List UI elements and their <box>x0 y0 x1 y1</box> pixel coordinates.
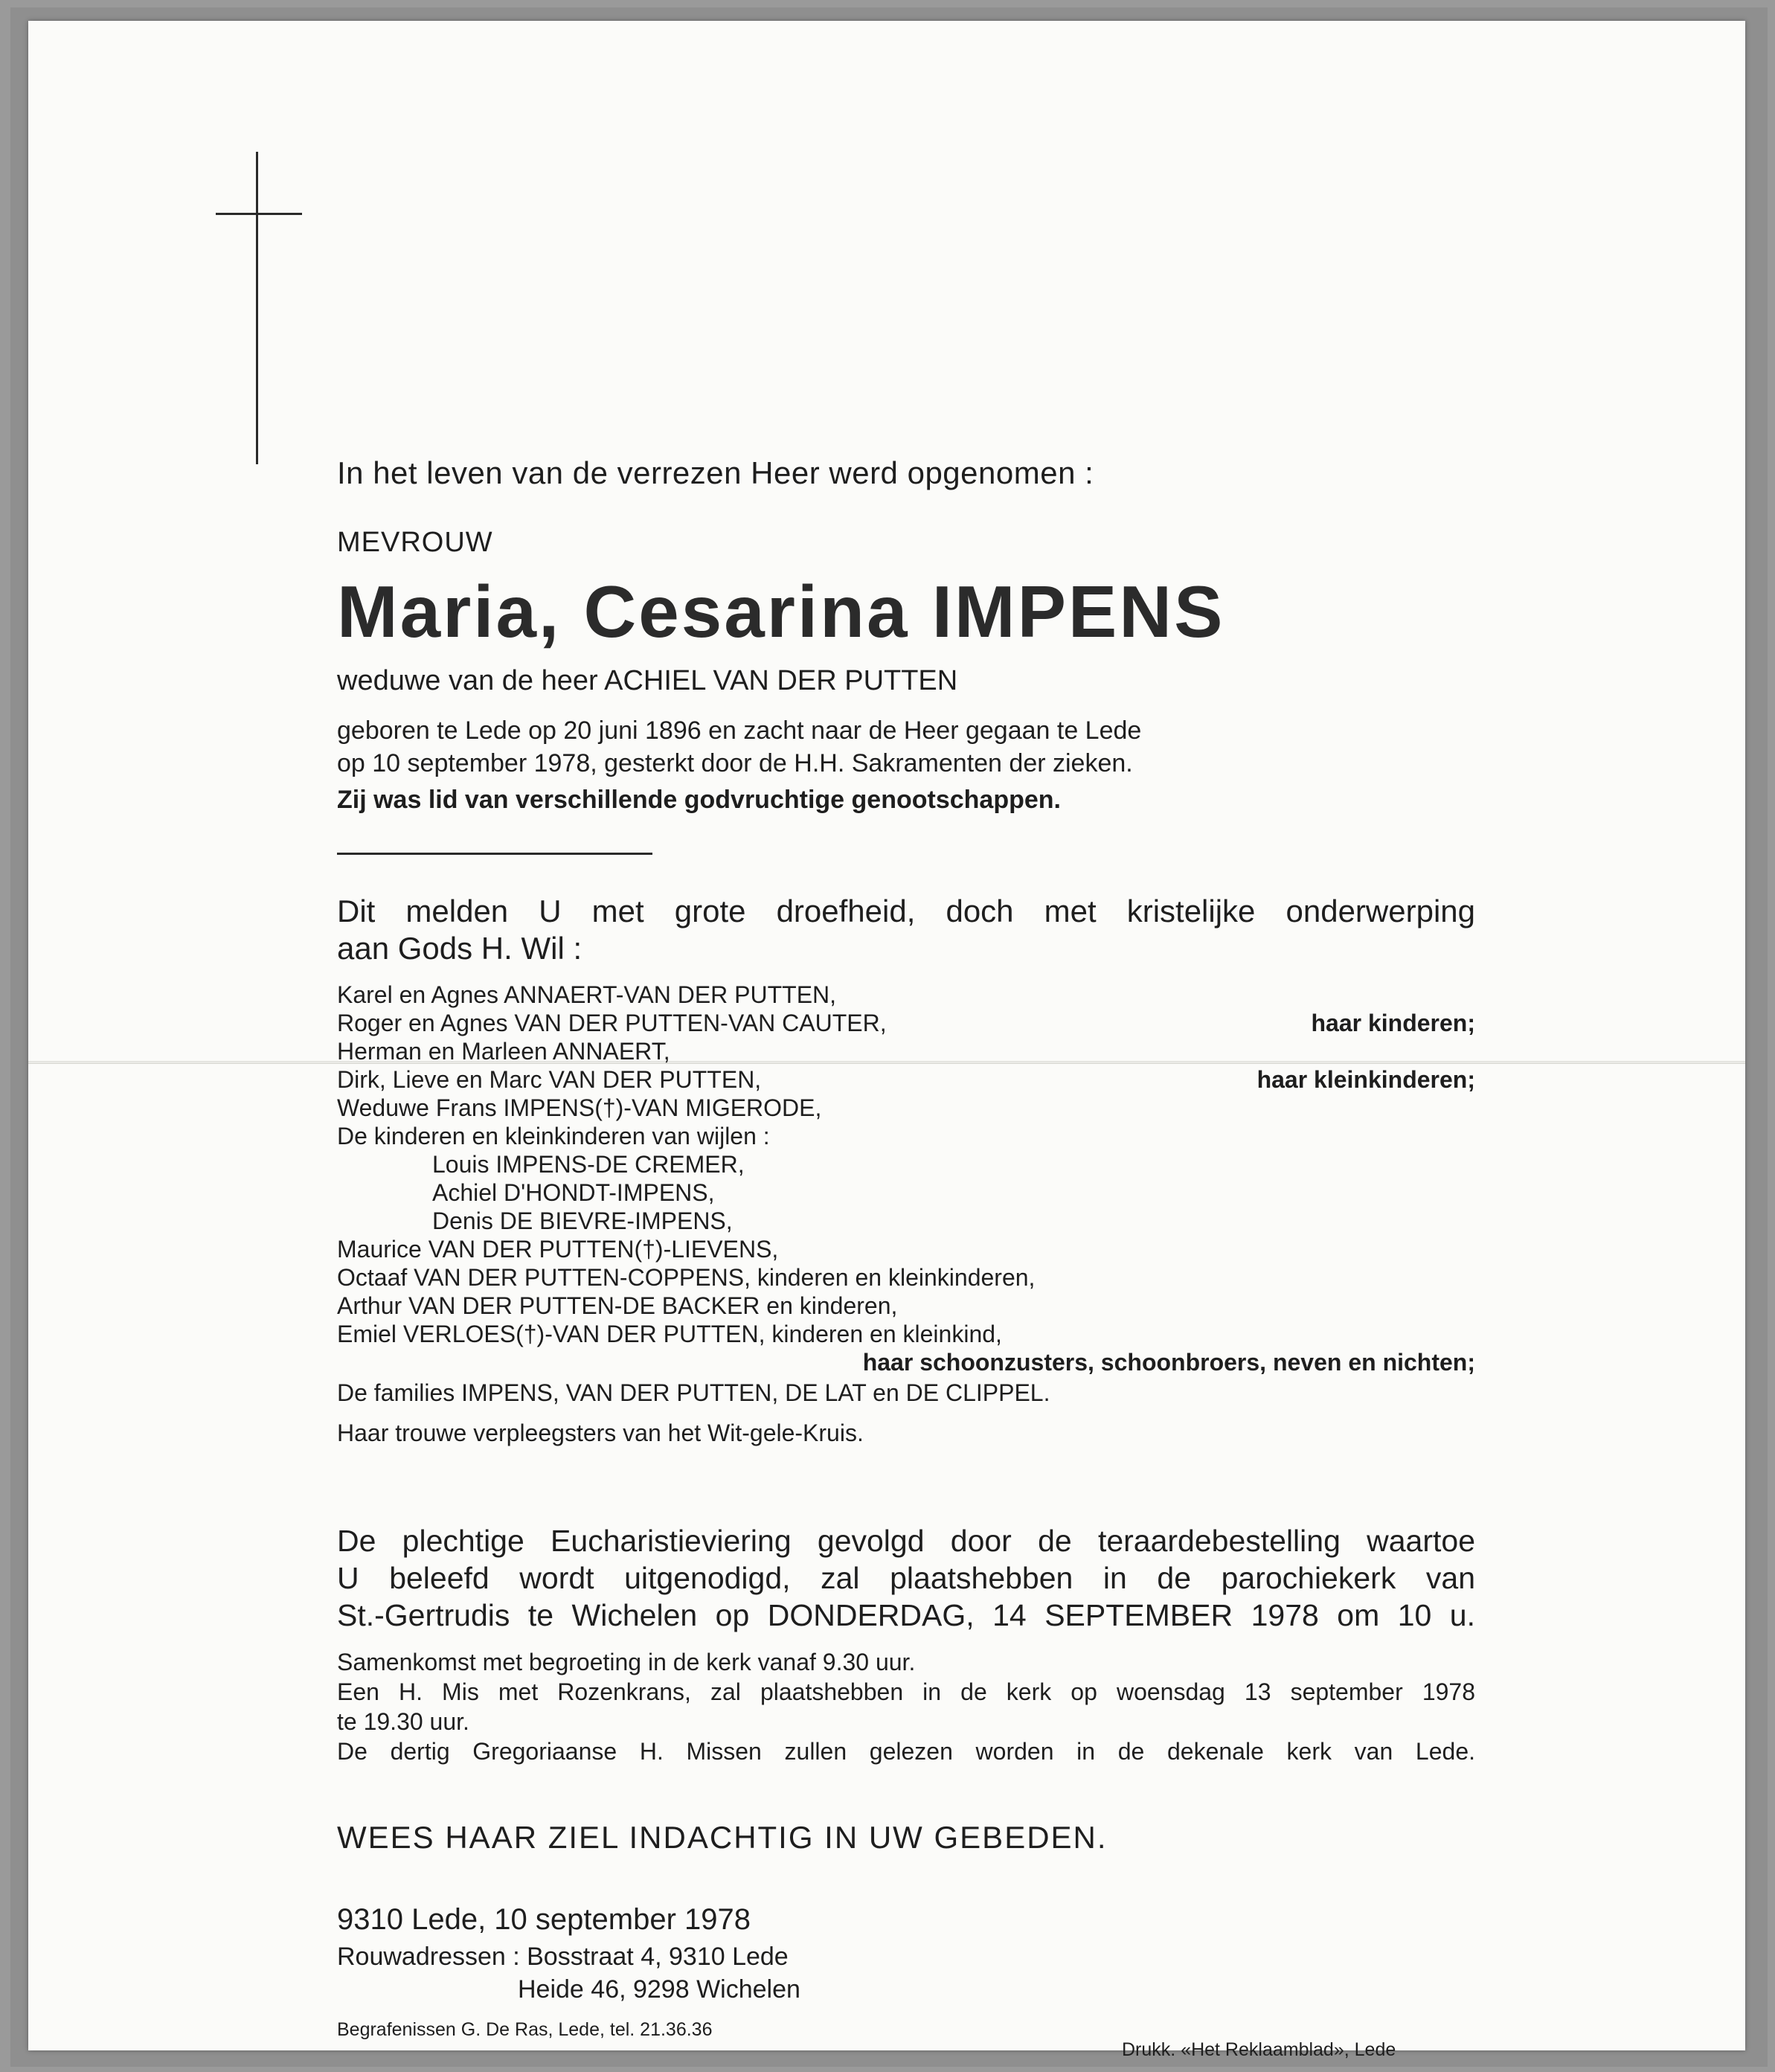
family-row <box>337 1348 1475 1376</box>
family-row <box>337 1122 1475 1150</box>
birth-death-details <box>337 714 1230 780</box>
gregorian-note: De dertig Gregoriaanse H. Missen zullen gelezen worden in de dekenale kerk van Lede. <box>337 1738 1475 1765</box>
membership-line: Zij was lid van verschillende godvruchtige genootschappen. <box>337 786 1061 814</box>
announcement-line: aan Gods H. Wil : <box>337 931 582 966</box>
deceased-name: Maria, Cesarina IMPENS <box>337 571 1225 652</box>
divider-rule <box>337 853 652 855</box>
family-row <box>337 1292 1475 1320</box>
family-name: Herman en Marleen ANNAERT, <box>337 1038 670 1065</box>
family-name: Dirk, Lieve en Marc VAN DER PUTTEN, <box>337 1066 762 1093</box>
family-name: Karel en Agnes ANNAERT-VAN DER PUTTEN, <box>337 981 837 1008</box>
announcement-line: Dit melden U met grote droefheid, doch met kristelijke onderwerping <box>337 894 1475 928</box>
intro-line: In het leven van de verrezen Heer werd opgenomen : <box>337 455 1094 490</box>
cross-icon <box>256 152 258 464</box>
birth-line: geboren te Lede op 20 juni 1896 en zacht naar de Heer gegaan te Lede <box>337 716 1142 745</box>
family-name: Arthur VAN DER PUTTEN-DE BACKER en kinderen, <box>337 1292 898 1319</box>
family-row <box>337 981 1475 1009</box>
family-name: Roger en Agnes VAN DER PUTTEN-VAN CAUTER, <box>337 1010 887 1036</box>
address-line: Heide 46, 9298 Wichelen <box>518 1975 800 2004</box>
mass-line: De plechtige Eucharistieviering gevolgd door de teraardebestelling waartoe <box>337 1524 1475 1558</box>
undertaker-credit: Begrafenissen G. De Ras, Lede, tel. 21.36.36 <box>337 2019 713 2040</box>
mass-line: U beleefd wordt uitgenodigd, zal plaatshebben in de parochiekerk van <box>337 1561 1475 1595</box>
family-row <box>337 1235 1475 1263</box>
family-name: Maurice VAN DER PUTTEN(†)-LIEVENS, <box>337 1236 779 1263</box>
announcement <box>337 893 1475 967</box>
relation-label: haar kinderen; <box>1311 1010 1475 1036</box>
family-name: Weduwe Frans IMPENS(†)-VAN MIGERODE, <box>337 1094 822 1121</box>
family-name: De kinderen en kleinkinderen van wijlen : <box>337 1123 770 1149</box>
service-notes <box>337 1647 1475 1766</box>
mass-line: St.-Gertrudis te Wichelen op DONDERDAG, 14 SEPTEMBER 1978 om 10 u. <box>337 1598 1475 1632</box>
family-row <box>337 1178 1475 1207</box>
family-name: Octaaf VAN DER PUTTEN-COPPENS, kinderen en kleinkinderen, <box>337 1264 1036 1291</box>
family-row <box>337 1263 1475 1292</box>
family-row <box>337 1320 1475 1348</box>
honorific: MEVROUW <box>337 527 493 558</box>
nurses-line: Haar trouwe verpleegsters van het Wit-gele-Kruis. <box>337 1420 864 1446</box>
place-date: 9310 Lede, 10 september 1978 <box>337 1903 751 1936</box>
cross-icon-bar <box>216 213 302 215</box>
meeting-note: Samenkomst met begroeting in de kerk vanaf 9.30 uur. <box>337 1649 916 1675</box>
relation-label: haar schoonzusters, schoonbroers, neven en nichten; <box>862 1349 1475 1376</box>
mourning-addresses <box>337 1940 800 2006</box>
death-line: op 10 september 1978, gesterkt door de H.H. Sakramenten der zieken. <box>337 749 1133 777</box>
family-row <box>337 1150 1475 1178</box>
family-name: Emiel VERLOES(†)-VAN DER PUTTEN, kinderen en kleinkind, <box>337 1321 1002 1347</box>
printer-credit: Drukk. «Het Reklaamblad», Lede <box>1122 2039 1396 2060</box>
widow-of-line: weduwe van de heer ACHIEL VAN DER PUTTEN <box>337 665 958 696</box>
family-name: Louis IMPENS-DE CREMER, <box>432 1151 745 1178</box>
family-name: Denis DE BIEVRE-IMPENS, <box>432 1207 733 1234</box>
family-row <box>337 1009 1475 1037</box>
family-row <box>337 1207 1475 1235</box>
family-row <box>337 1065 1475 1094</box>
family-name: Achiel D'HONDT-IMPENS, <box>432 1179 715 1206</box>
closing-prayer: WEES HAAR ZIEL INDACHTIG IN UW GEBEDEN. <box>337 1820 1108 1855</box>
family-list <box>337 981 1475 1376</box>
rosary-note-time: te 19.30 uur. <box>337 1708 469 1735</box>
funeral-mass-details <box>337 1522 1475 1634</box>
families-line: De families IMPENS, VAN DER PUTTEN, DE LAT en DE CLIPPEL. <box>337 1379 1050 1406</box>
relation-label: haar kleinkinderen; <box>1256 1066 1475 1093</box>
family-row <box>337 1094 1475 1122</box>
rosary-note: Een H. Mis met Rozenkrans, zal plaatshebben in de kerk op woensdag 13 september 1978 <box>337 1678 1475 1705</box>
address-line: Rouwadressen : Bosstraat 4, 9310 Lede <box>337 1943 789 1971</box>
family-row <box>337 1037 1475 1065</box>
death-notice-card <box>28 21 1745 2060</box>
